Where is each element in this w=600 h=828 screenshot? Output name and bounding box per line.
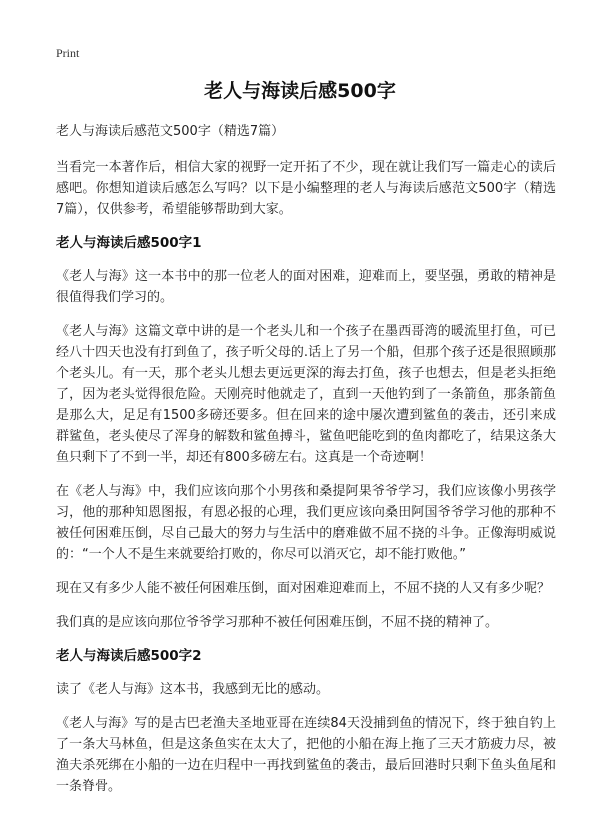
section-heading-2: 老人与海读后感500字2 [56, 648, 202, 664]
paragraph: 我们真的是应该向那位爷爷学习那种不被任何困难压倒，不屈不挠的精神了。 [56, 615, 499, 630]
paragraph: 《老人与海》写的是古巴老渔夫圣地亚哥在连续84天没捕到鱼的情况下，终于独自钓上了一条大马林鱼，但是这条鱼实在太大了，把他的小船在海上拖了三天才筋疲力尽，被渔夫杀死绑在小船的一边在归程中一再找到鲨鱼的袭击，最后回港时只剩下鱼头鱼尾和一条脊骨。 [56, 716, 556, 794]
page-title: 老人与海读后感500字 [204, 80, 396, 102]
print-link[interactable]: Print [56, 46, 80, 60]
paragraph: 《老人与海》这一本书中的那一位老人的面对困难，迎难而上，要坚强，勇敢的精神是很值得我们学习的。 [56, 269, 556, 305]
paragraph: 在《老人与海》中，我们应该向那个小男孩和桑提阿果爷爷学习，我们应该像小男孩学习，他的那种知恩图报，有恩必报的心理，我们更应该向桑田阿国爷爷学习他的那种不被任何困难压倒，尽自己最大的努力与生活中的磨难做不屈不挠的斗争。正像海明威说的：“一个人不是生来就要给打败的，你尽可以消灭它，却不能打败他。” [56, 484, 556, 562]
section-heading-1: 老人与海读后感500字1 [56, 235, 202, 251]
intro-paragraph: 当看完一本著作后，相信大家的视野一定开拓了不少，现在就让我们写一篇走心的读后感吧。你想知道读后感怎么写吗？以下是小编整理的老人与海读后感范文500字（精选7篇），仅供参考，希望能够帮助到大家。 [56, 160, 556, 217]
paragraph: 《老人与海》这篇文章中讲的是一个老头儿和一个孩子在墨西哥湾的暖流里打鱼，可已经八十四天也没有打到鱼了，孩子听父母的.话上了另一个船，但那个孩子还是很照顾那个老头儿。有一天，那个老头儿想去更远更深的海去打鱼，孩子也想去，但是老头拒绝了，因为老头觉得很危险。天刚亮时他就走了，直到一天他钓到了一条箭鱼，那条箭鱼是那么大，足足有1500多磅还要多。但在回来的途中屡次遭到鲨鱼的袭击，还引来成群鲨鱼，老头使尽了浑身的解数和鲨鱼搏斗，鲨鱼吧能吃到的鱼肉都吃了，结果这条大鱼只剩下了不到一半，却还有800多磅左右。这真是一个奇迹啊！ [56, 324, 556, 465]
paragraph: 现在又有多少人能不被任何困难压倒，面对困难迎难而上，不屈不挠的人又有多少呢？ [56, 581, 551, 596]
article-body [56, 121, 556, 810]
paragraph: 读了《老人与海》这本书，我感到无比的感动。 [56, 682, 330, 697]
article-subtitle: 老人与海读后感范文500字（精选7篇） [56, 124, 285, 139]
